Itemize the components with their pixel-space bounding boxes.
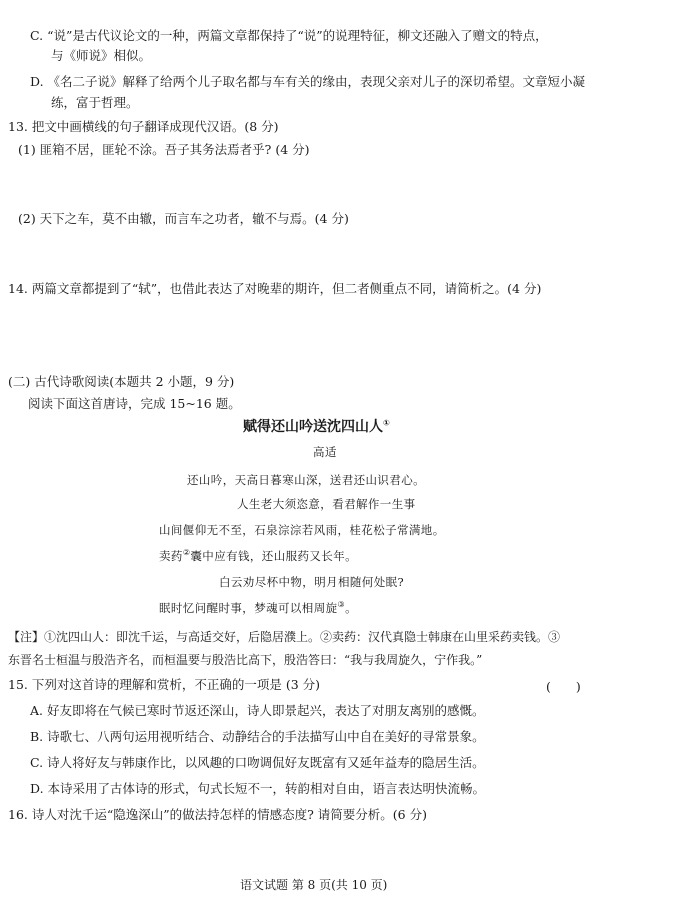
answer-parentheses[interactable]: ( ) — [546, 679, 581, 694]
section-2-instruction: 阅读下面这首唐诗，完成 15~16 题。 — [28, 396, 241, 411]
poem-line-4-end: 囊中应有钱，还山服药又长年。 — [190, 549, 357, 563]
question-13-stem: 13. 把文中画横线的句子翻译成现代汉语。(8 分) — [8, 119, 279, 134]
option-c-line2: 与《师说》相似。 — [51, 48, 152, 63]
poem-line-4-start: 卖药 — [159, 549, 183, 563]
section-2-heading: (二) 古代诗歌阅读(本题共 2 小题，9 分) — [8, 374, 235, 389]
question-15-stem: 15. 下列对这首诗的理解和赏析，不正确的一项是 (3 分) — [8, 677, 321, 692]
poem-title-text: 赋得还山吟送沈四山人 — [243, 419, 383, 435]
poem-line-2: 人生老大须恣意，看君解作一生事 — [237, 497, 416, 511]
poem-line-6-end: 。 — [345, 601, 357, 615]
poem-line-5: 白云劝尽杯中物，明月相随何处眠? — [219, 575, 405, 589]
option-d-line1: D. 《名二子说》解释了给两个儿子取名都与车有关的缘由，表现父亲对儿子的深切希望。文章短小凝 — [30, 74, 586, 89]
question-14-stem: 14. 两篇文章都提到了“轼”，也借此表达了对晚辈的期许，但二者侧重点不同，请简析之。(4 分) — [8, 281, 542, 296]
question-15-option-a: A. 好友即将在气候已寒时节返还深山，诗人即景起兴，表达了对朋友离别的感慨。 — [30, 703, 485, 718]
poem-author: 高适 — [313, 445, 337, 459]
question-13-sub2: (2) 天下之车，莫不由辙，而言车之功者，辙不与焉。(4 分) — [18, 211, 349, 226]
option-c-line1: C. “说”是古代议论文的一种，两篇文章都保持了“说”的说理特征，柳文还融入了赠文的特点， — [30, 28, 548, 43]
poem-title-note-marker: ① — [383, 418, 390, 428]
poem-line-4-note-marker: ② — [182, 548, 191, 558]
note-line-2: 东晋名士桓温与殷浩齐名，而桓温要与殷浩比高下，殷浩答曰：“我与我周旋久，宁作我。” — [8, 653, 483, 667]
poem-line-6-start: 眠时忆问醒时事，梦魂可以相周旋 — [159, 601, 338, 615]
note-line-1: 【注】①沈四山人：即沈千运，与高适交好，后隐居濮上。②卖药：汉代真隐士韩康在山里采药卖钱。③ — [8, 630, 561, 644]
question-13-sub1: (1) 匪箱不居，匪轮不涂。吾子其务法焉者乎? (4 分) — [18, 142, 310, 157]
question-15-option-c: C. 诗人将好友与韩康作比，以风趣的口吻调侃好友既富有又延年益寿的隐居生活。 — [30, 755, 485, 770]
option-d-line2: 练，富于哲理。 — [51, 95, 139, 110]
poem-line-3: 山间偃仰无不至，石泉淙淙若风雨，桂花松子常满地。 — [159, 523, 445, 537]
question-15-option-b: B. 诗歌七、八两句运用视听结合、动静结合的手法描写山中自在美好的寻常景象。 — [30, 729, 485, 744]
poem-line-6-note-marker: ③ — [337, 600, 346, 610]
question-15-option-d: D. 本诗采用了古体诗的形式，句式长短不一，转韵相对自由，语言表达明快流畅。 — [30, 781, 486, 796]
poem-line-6 — [159, 601, 357, 616]
page-footer: 语文试题 第 8 页(共 10 页) — [240, 878, 388, 892]
poem-line-4 — [159, 549, 357, 564]
poem-line-1: 还山吟，天高日暮寒山深，送君还山识君心。 — [187, 473, 425, 487]
poem-title — [243, 416, 390, 436]
question-16-stem: 16. 诗人对沈千运“隐逸深山”的做法持怎样的情感态度? 请简要分析。(6 分) — [8, 807, 427, 822]
